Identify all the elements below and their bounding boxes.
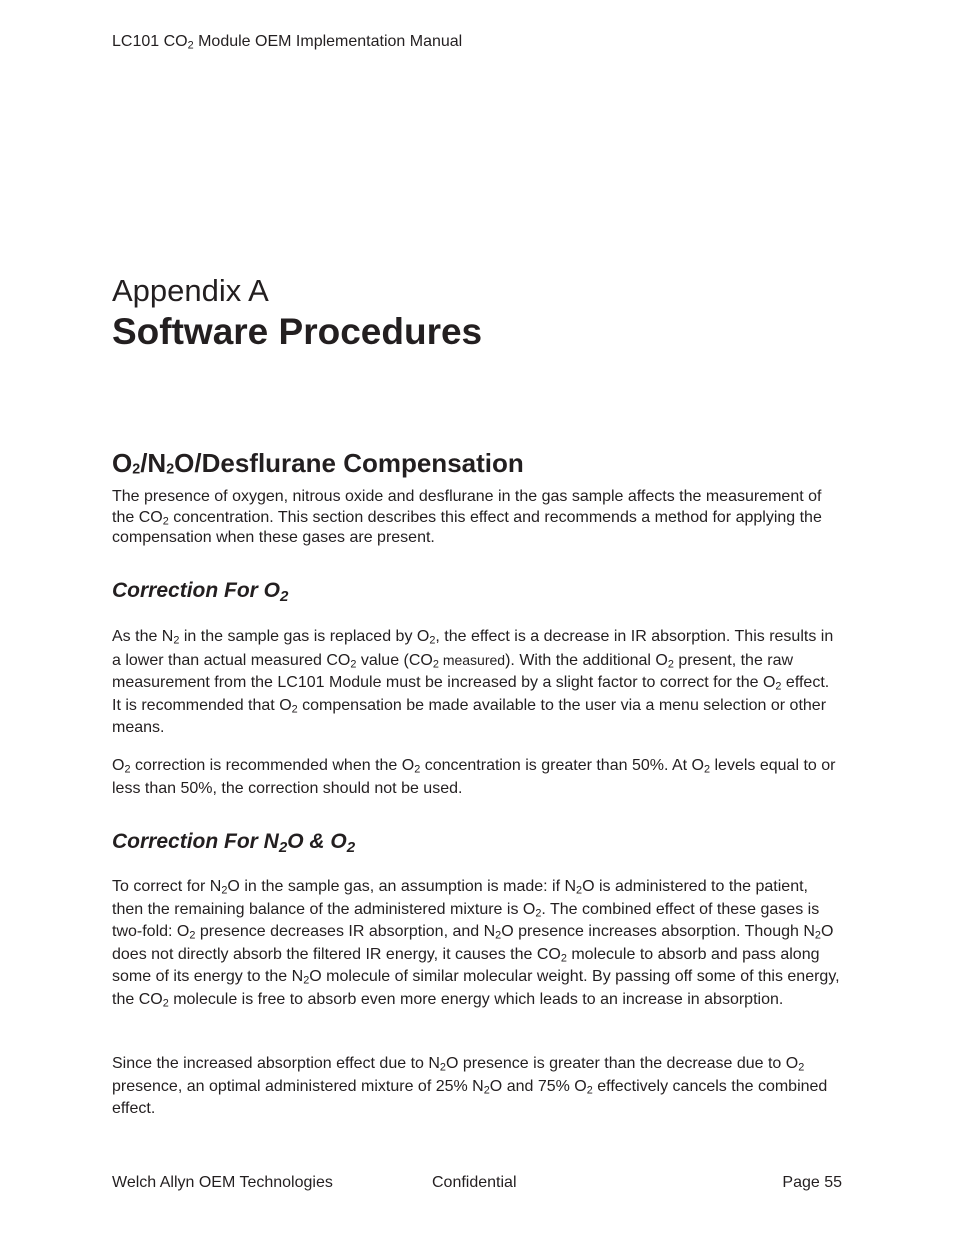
intro-paragraph: The presence of oxygen, nitrous oxide and desflurane in the gas sample affects the measurement of the $CO_2$ concentration. This section describes this effect and recommends a method for applying the compensation when these gases are present. <box>112 488 822 546</box>
n2o-paragraph-1: To correct for $N_2O$ in the sample gas, an assumption is made: if $N_2O$ is administered to the patient, then the remaining balance of the administered mixture is $O_2$. The combined effect of these gases is two-fold: $O_2$ presence decreases IR absorption, and $N_2O$ presence increases absorption. Though $N_2O$ does not directly absorb the filtered IR energy, it causes the $CO_2$ molecule to absorb and pass along some of its energy to the $N_2O$ molecule of similar molecular weight. By passing off some of this energy, the $CO_2$ molecule is free to absorb even more energy which leads to an increase in absorption. <box>112 878 840 1009</box>
subsection-heading-o2: Correction For $O_2$ <box>112 579 289 605</box>
o2-paragraph-1: As the $N_2$ in the sample gas is replaced by $O_2$, the effect is a decrease in IR absorption. This results in a lower than actual measured $CO_2$ value ($CO_2$ measured). With the additional $O_2$ present, the raw measurement from the LC101 Module must be increased by a slight factor to correct for the $O_2$ effect. It is recommended that $O_2$ compensation be made available to the user via a menu selection or other means. <box>112 628 834 736</box>
o2-paragraph-2: $O_2$ correction is recommended when the $O_2$ concentration is greater than 50%. At $O_2$ levels equal to or less than 50%, the correction should not be used. <box>112 757 836 797</box>
footer-confidential: Confidential <box>432 1174 517 1191</box>
n2o-paragraph-2: Since the increased absorption effect due to $N_2O$ presence is greater than the decrease due to $O_2$ presence, an optimal administered mixture of 25% $N_2O$ and 75% $O_2$ effectively cancels the combined effect. <box>112 1055 828 1117</box>
footer-company: Welch Allyn OEM Technologies <box>112 1174 333 1191</box>
footer-page-number: Page 55 <box>782 1174 842 1191</box>
page-title: Software Procedures <box>112 311 483 352</box>
appendix-label: Appendix A <box>112 273 269 308</box>
subsection-heading-n2o: Correction For $N_2O$ & $O_2$ <box>112 830 356 856</box>
section-heading: $O_2/N_2O$/Desflurane Compensation <box>112 448 524 478</box>
running-header: LC101 $CO_2$ Module OEM Implementation Manual <box>112 33 463 52</box>
